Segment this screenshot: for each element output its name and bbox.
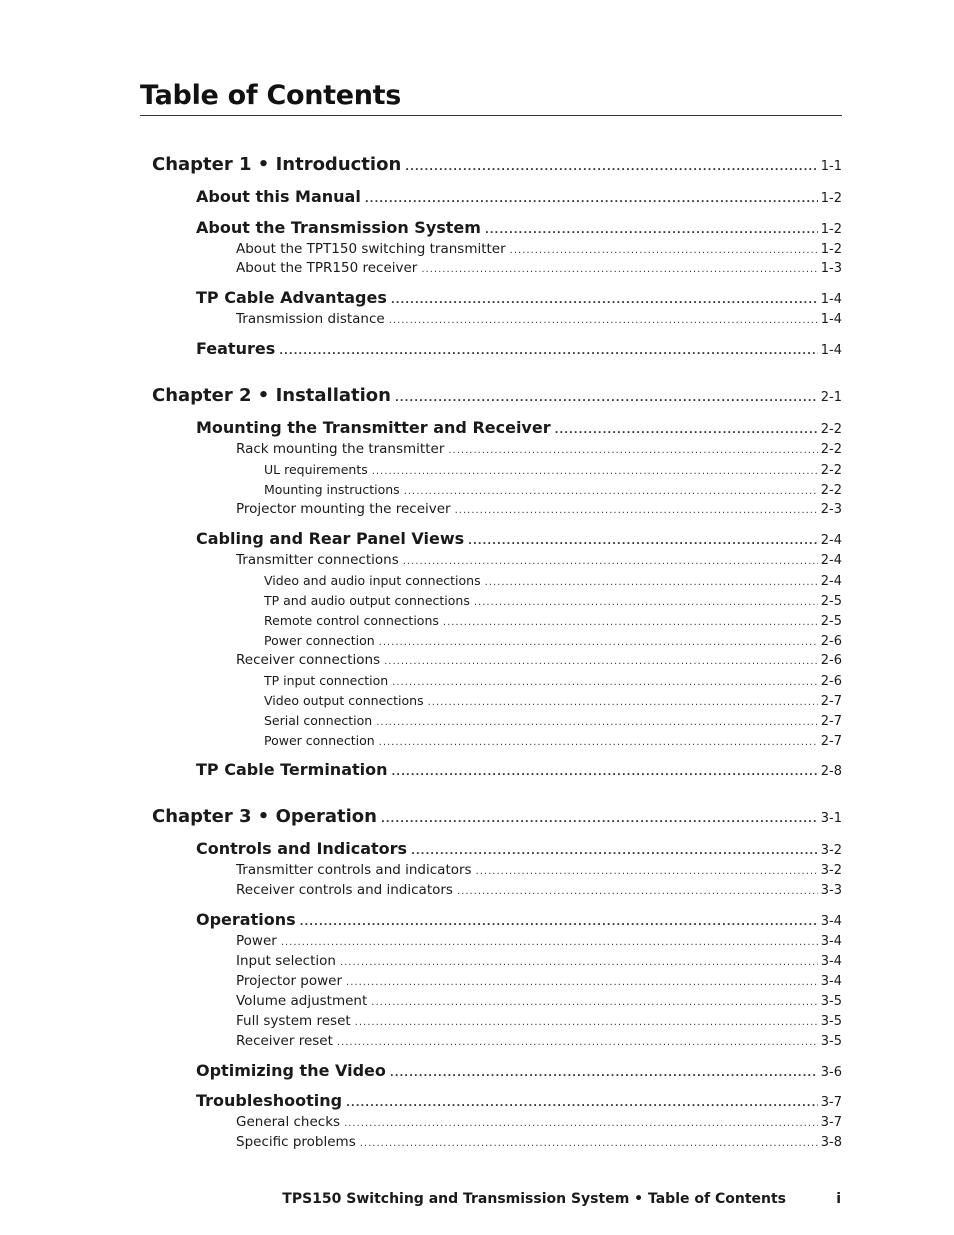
toc-entry-label: Operations <box>196 910 296 929</box>
dot-leader <box>405 162 818 173</box>
toc-entry-page: 1-2 <box>820 222 842 237</box>
toc-chapter-2[interactable] <box>152 385 842 406</box>
toc-entry-label: Receiver connections <box>236 652 381 668</box>
toc-entry-page: 2-2 <box>820 422 842 437</box>
toc-entry-label: Chapter 2 • Installation <box>152 385 391 406</box>
toc-section-controls[interactable] <box>196 839 842 858</box>
toc-chapter-3[interactable] <box>152 806 842 827</box>
toc-section-troubleshooting[interactable] <box>196 1091 842 1110</box>
dot-leader <box>365 194 818 205</box>
toc-entry-page: 2-2 <box>820 483 842 498</box>
dot-leader <box>476 866 818 877</box>
toc-subsubsection[interactable] <box>264 613 842 629</box>
toc-entry-label: UL requirements <box>264 462 368 477</box>
toc-entry-page: 2-7 <box>820 694 842 709</box>
toc-subsection[interactable] <box>236 973 842 989</box>
toc-section-cabling[interactable] <box>196 529 842 548</box>
toc-entry-label: Volume adjustment <box>236 993 368 1009</box>
toc-subsubsection[interactable] <box>264 482 842 498</box>
toc-entry-page: 3-7 <box>820 1115 842 1130</box>
toc-entry-label: Cabling and Rear Panel Views <box>196 529 465 548</box>
dot-leader <box>421 264 817 275</box>
dot-leader <box>346 977 818 988</box>
dot-leader <box>485 225 818 236</box>
dot-leader <box>300 917 818 928</box>
toc-subsubsection[interactable] <box>264 713 842 729</box>
footer-page-number: i <box>836 1191 841 1207</box>
dot-leader <box>379 637 818 648</box>
toc-subsection[interactable] <box>236 311 842 327</box>
dot-leader <box>390 1068 818 1079</box>
toc-entry-page: 3-2 <box>820 863 842 878</box>
toc-subsection[interactable] <box>236 652 842 668</box>
toc-entry-label: Transmission distance <box>236 311 385 327</box>
dot-leader <box>379 737 818 748</box>
toc-entry-label: About the TPT150 switching transmitter <box>236 241 506 257</box>
dot-leader <box>281 937 818 948</box>
dot-leader <box>404 486 818 497</box>
toc-entry-page: 3-1 <box>820 811 842 826</box>
dot-leader <box>457 886 818 897</box>
toc-entry-label: TP and audio output connections <box>264 593 470 608</box>
toc-entry-label: Input selection <box>236 953 336 969</box>
toc-entry-label: Rack mounting the transmitter <box>236 441 445 457</box>
toc-subsubsection[interactable] <box>264 673 842 689</box>
toc-subsection[interactable] <box>236 1114 842 1130</box>
toc-entry-label: Serial connection <box>264 713 373 728</box>
dot-leader <box>355 1017 818 1028</box>
dot-leader <box>371 997 817 1008</box>
dot-leader <box>392 677 818 688</box>
toc-entry-page: 2-5 <box>820 614 842 629</box>
toc-subsection[interactable] <box>236 441 842 457</box>
dot-leader <box>485 577 818 588</box>
toc-entry-label: About the TPR150 receiver <box>236 260 418 276</box>
dot-leader <box>443 617 818 628</box>
toc-entry-page: 3-4 <box>820 934 842 949</box>
toc-subsubsection[interactable] <box>264 733 842 749</box>
toc-entry-page: 3-4 <box>820 914 842 929</box>
toc-entry-page: 1-4 <box>820 312 842 327</box>
toc-entry-label: Mounting instructions <box>264 482 400 497</box>
dot-leader <box>403 556 818 567</box>
toc-subsubsection[interactable] <box>264 462 842 478</box>
toc-section-optimizing-video[interactable] <box>196 1061 842 1080</box>
toc-subsection[interactable] <box>236 953 842 969</box>
toc-entry-page: 2-8 <box>820 764 842 779</box>
dot-leader <box>510 245 818 256</box>
dot-leader <box>428 697 818 708</box>
toc-entry-label: Chapter 1 • Introduction <box>152 154 402 175</box>
toc-entry-label: Projector mounting the receiver <box>236 501 451 517</box>
toc-entry-page: 3-5 <box>820 1014 842 1029</box>
toc-subsection[interactable] <box>236 993 842 1009</box>
toc-entry-page: 1-2 <box>820 242 842 257</box>
toc-entry-label: Power <box>236 933 277 949</box>
toc-entry-label: Mounting the Transmitter and Receiver <box>196 418 551 437</box>
dot-leader <box>340 957 818 968</box>
toc-subsubsection[interactable] <box>264 633 842 649</box>
toc-section-tp-cable-termination[interactable] <box>196 760 842 779</box>
toc-entry-label: Video output connections <box>264 693 424 708</box>
dot-leader <box>337 1037 818 1048</box>
dot-leader <box>344 1118 818 1129</box>
toc-subsection[interactable] <box>236 241 842 257</box>
toc-entry-label: TP input connection <box>264 673 389 688</box>
dot-leader <box>346 1098 818 1109</box>
dot-leader <box>381 814 818 825</box>
toc-entry-page: 2-5 <box>820 594 842 609</box>
dot-leader <box>391 295 818 306</box>
dot-leader <box>389 315 818 326</box>
toc-entry-label: Features <box>196 339 276 358</box>
toc-subsection[interactable] <box>236 882 842 898</box>
toc-entry-label: General checks <box>236 1114 341 1130</box>
toc-entry-page: 3-7 <box>820 1095 842 1110</box>
toc-entry-label: Video and audio input connections <box>264 573 481 588</box>
toc-section-mounting[interactable] <box>196 418 842 437</box>
toc-chapter-1[interactable] <box>152 154 842 175</box>
toc-entry-page: 1-2 <box>820 191 842 206</box>
toc-entry-page: 3-2 <box>820 843 842 858</box>
toc-entry-page: 2-2 <box>820 463 842 478</box>
dot-leader <box>448 445 817 456</box>
toc-subsection[interactable] <box>236 552 842 568</box>
toc-entry-page: 2-4 <box>820 574 842 589</box>
toc-entry-label: TP Cable Advantages <box>196 288 387 307</box>
dot-leader <box>376 717 818 728</box>
toc-entry-page: 1-4 <box>820 292 842 307</box>
toc-entry-page: 2-6 <box>820 634 842 649</box>
toc-entry-page: 3-8 <box>820 1135 842 1150</box>
page-title: Table of Contents <box>140 80 402 111</box>
toc-entry-page: 1-3 <box>820 261 842 276</box>
dot-leader <box>384 656 818 667</box>
toc-entry-page: 3-5 <box>820 994 842 1009</box>
toc-entry-label: Specific problems <box>236 1134 356 1150</box>
toc-entry-label: Receiver controls and indicators <box>236 882 453 898</box>
toc-entry-page: 2-6 <box>820 674 842 689</box>
toc-entry-label: About the Transmission System <box>196 218 481 237</box>
toc-entry-label: Transmitter controls and indicators <box>236 862 472 878</box>
dot-leader <box>474 597 818 608</box>
toc-entry-page: 3-5 <box>820 1034 842 1049</box>
toc-section-about-manual[interactable] <box>196 187 842 206</box>
toc-entry-page: 2-4 <box>820 553 842 568</box>
footer-title: TPS150 Switching and Transmission System • Table of Contents <box>282 1191 786 1207</box>
title-rule <box>140 115 842 116</box>
toc-subsection[interactable] <box>236 1013 842 1029</box>
dot-leader <box>392 767 818 778</box>
toc-subsection[interactable] <box>236 1134 842 1150</box>
dot-leader <box>360 1138 818 1149</box>
toc-entry-page: 3-4 <box>820 974 842 989</box>
toc-entry-page: 2-2 <box>820 442 842 457</box>
toc-section-operations[interactable] <box>196 910 842 929</box>
toc-entry-label: Controls and Indicators <box>196 839 408 858</box>
toc-entry-page: 1-1 <box>820 159 842 174</box>
toc-entry-label: Chapter 3 • Operation <box>152 806 377 827</box>
toc-subsubsection[interactable] <box>264 593 842 609</box>
toc-entry-label: Troubleshooting <box>196 1091 343 1110</box>
toc-entry-label: Transmitter connections <box>236 552 399 568</box>
toc-subsection[interactable] <box>236 1033 842 1049</box>
toc-entry-page: 2-4 <box>820 533 842 548</box>
toc-entry-label: Full system reset <box>236 1013 351 1029</box>
dot-leader <box>455 505 818 516</box>
toc-entry-label: Power connection <box>264 733 375 748</box>
toc-entry-label: Receiver reset <box>236 1033 333 1049</box>
toc-subsection[interactable] <box>236 933 842 949</box>
toc-section-transmission-system[interactable] <box>196 218 842 237</box>
toc-entry-page: 2-1 <box>820 390 842 405</box>
toc-entry-page: 2-7 <box>820 734 842 749</box>
dot-leader <box>555 425 818 436</box>
dot-leader <box>468 536 818 547</box>
dot-leader <box>395 393 818 404</box>
toc-entry-page: 2-6 <box>820 653 842 668</box>
toc-entry-page: 2-7 <box>820 714 842 729</box>
dot-leader <box>411 846 818 857</box>
toc-section-features[interactable] <box>196 339 842 358</box>
toc-subsubsection[interactable] <box>264 693 842 709</box>
dot-leader <box>279 346 818 357</box>
toc-entry-label: TP Cable Termination <box>196 760 388 779</box>
toc-entry-label: Remote control connections <box>264 613 439 628</box>
dot-leader <box>372 466 818 477</box>
toc-subsection[interactable] <box>236 862 842 878</box>
toc-entry-page: 1-4 <box>820 343 842 358</box>
toc-entry-page: 3-3 <box>820 883 842 898</box>
toc-subsubsection[interactable] <box>264 573 842 589</box>
toc-subsection[interactable] <box>236 501 842 517</box>
toc-entry-label: About this Manual <box>196 187 361 206</box>
toc-entry-page: 2-3 <box>820 502 842 517</box>
toc-entry-label: Power connection <box>264 633 375 648</box>
toc-entry-page: 3-6 <box>820 1065 842 1080</box>
toc-section-tp-cable-advantages[interactable] <box>196 288 842 307</box>
toc-entry-label: Optimizing the Video <box>196 1061 386 1080</box>
toc-entry-page: 3-4 <box>820 954 842 969</box>
toc-entry-label: Projector power <box>236 973 343 989</box>
toc-subsection[interactable] <box>236 260 842 276</box>
